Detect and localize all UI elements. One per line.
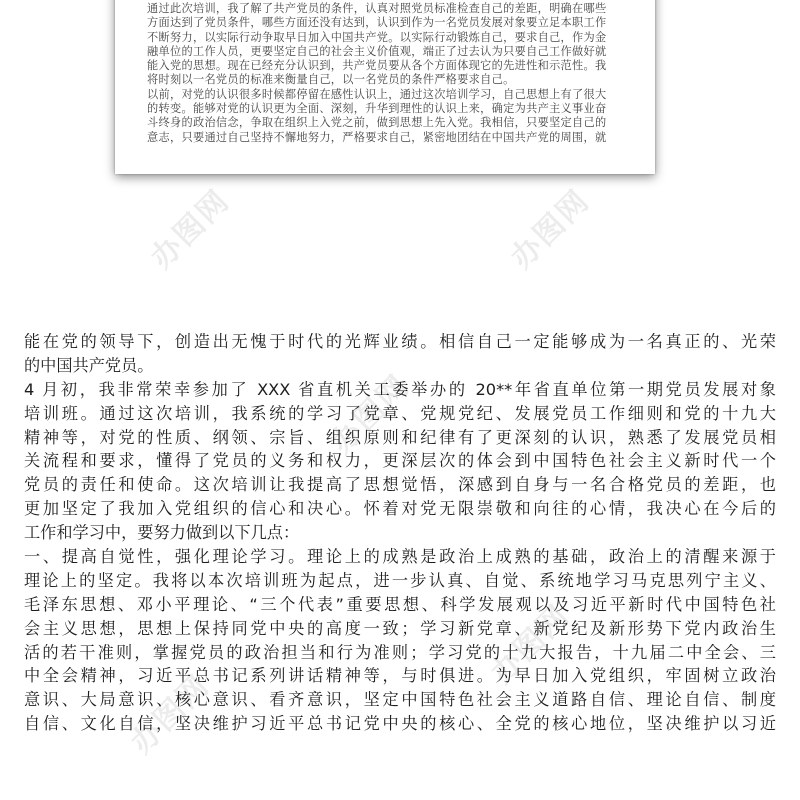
- body-line: 工作和学习中，要努力做到以下几点：: [24, 523, 300, 543]
- body-line: 活的若干准则，掌握党员的政治担当和行为准则；学习党的十九大报告，十九届二中全会、三: [24, 642, 776, 662]
- preview-line: 能入党的思想。现在已经充分认识到，共产党员要从各个方面体现它的先进性和示范性。我: [147, 59, 607, 73]
- body-line: 一、提高自觉性，强化理论学习。理论上的成熟是政治上成熟的基础，政治上的清醒来源于: [24, 547, 776, 567]
- body-line: 培训班。通过这次培训，我系统的学习了党章、党规党纪、发展党员工作细则和党的十九大: [24, 403, 776, 423]
- preview-line: 将时刻以一名党员的标准来衡量自己，以一名党员的条件严格要求自己。: [147, 73, 515, 87]
- preview-line: 不断努力，以实际行动争取早日加入中国共产党。以实际行动锻炼自己，要求自己，作为金: [147, 30, 607, 44]
- document-body: [24, 330, 776, 736]
- body-line: 精神等，对党的性质、纲领、宗旨、组织原则和纪律有了更深刻的认识，熟悉了发展党员相: [24, 427, 776, 447]
- body-line: 更加坚定了我加入党组织的信心和决心。怀着对党无限崇敬和向往的心情，我决心在今后的: [24, 499, 776, 519]
- watermark: 办图网: [144, 183, 237, 276]
- body-line: 意识、大局意识、核心意识、看齐意识，坚定中国特色社会主义道路自信、理论自信、制度: [24, 690, 776, 710]
- body-line: 自信、文化自信，坚决维护习近平总书记党中央的核心、全党的核心地位，坚决维护以习近: [24, 714, 776, 734]
- preview-line: 融单位的工作人员，更要坚定自己的社会主义价值观，端正了过去认为只要自己工作做好就: [147, 44, 607, 58]
- preview-line: 方面达到了党员条件，哪些方面还没有达到，认识到作为一名党员发展对象要立足本职工作: [147, 16, 607, 30]
- body-line: 会主义思想，思想上保持同党中央的高度一致；学习新党章、新党纪及新形势下党内政治生: [24, 618, 776, 638]
- preview-line: 以前，对党的认识很多时候都停留在感性认识上，通过这次培训学习，自己思想上有了很大: [147, 87, 607, 101]
- watermark: 办图网: [484, 598, 577, 691]
- body-line: 毛泽东思想、邓小平理论、“三个代表”重要思想、科学发展观以及习近平新时代中国特色社: [24, 594, 776, 614]
- preview-line: 的转变。能够对党的认识更为全面、深刻，升华到理性的认识上来，确定为共产主义事业奋: [147, 102, 607, 116]
- preview-line: 意志，只要通过自己坚持不懈地努力，严格要求自己，紧密地团结在中国共产党的周围，就: [147, 130, 607, 144]
- body-line: 中全会精神，习近平总书记系列讲话精神等，与时俱进。为早日加入党组织，牢固树立政治: [24, 666, 776, 686]
- watermark: 办图网: [504, 183, 597, 276]
- body-line: 的中国共产党员。: [24, 355, 154, 375]
- body-line: 党员的责任和使命。这次培训让我提高了思想觉悟，深感到自身与一名合格党员的差距，也: [24, 475, 776, 495]
- preview-text-block: [147, 2, 623, 145]
- preview-line: 斗终身的政治信念，争取在组织上入党之前，做到思想上先入党。我相信，只要坚定自己的: [147, 116, 607, 130]
- body-line: 理论上的坚定。我将以本次培训班为起点，进一步认真、自觉、系统地学习马克思列宁主义、: [24, 570, 776, 590]
- body-line: 能在党的领导下，创造出无愧于时代的光辉业绩。相信自己一定能够成为一名真正的、光荣: [24, 332, 776, 351]
- body-line: 4 月初，我非常荣幸参加了 XXX 省直机关工委举办的 20**年省直单位第一期党员发展对象: [24, 379, 776, 399]
- body-line: 关流程和要求，懂得了党员的义务和权力，更深层次的体会到中国特色社会主义新时代一个: [24, 451, 776, 471]
- watermark: 办图网: [124, 668, 217, 761]
- preview-line: 通过此次培训，我了解了共产党员的条件，认真对照党员标准检查自己的差距，明确在哪些: [147, 2, 607, 15]
- watermark: 办图网: [324, 368, 417, 461]
- document-preview-card: [115, 0, 655, 174]
